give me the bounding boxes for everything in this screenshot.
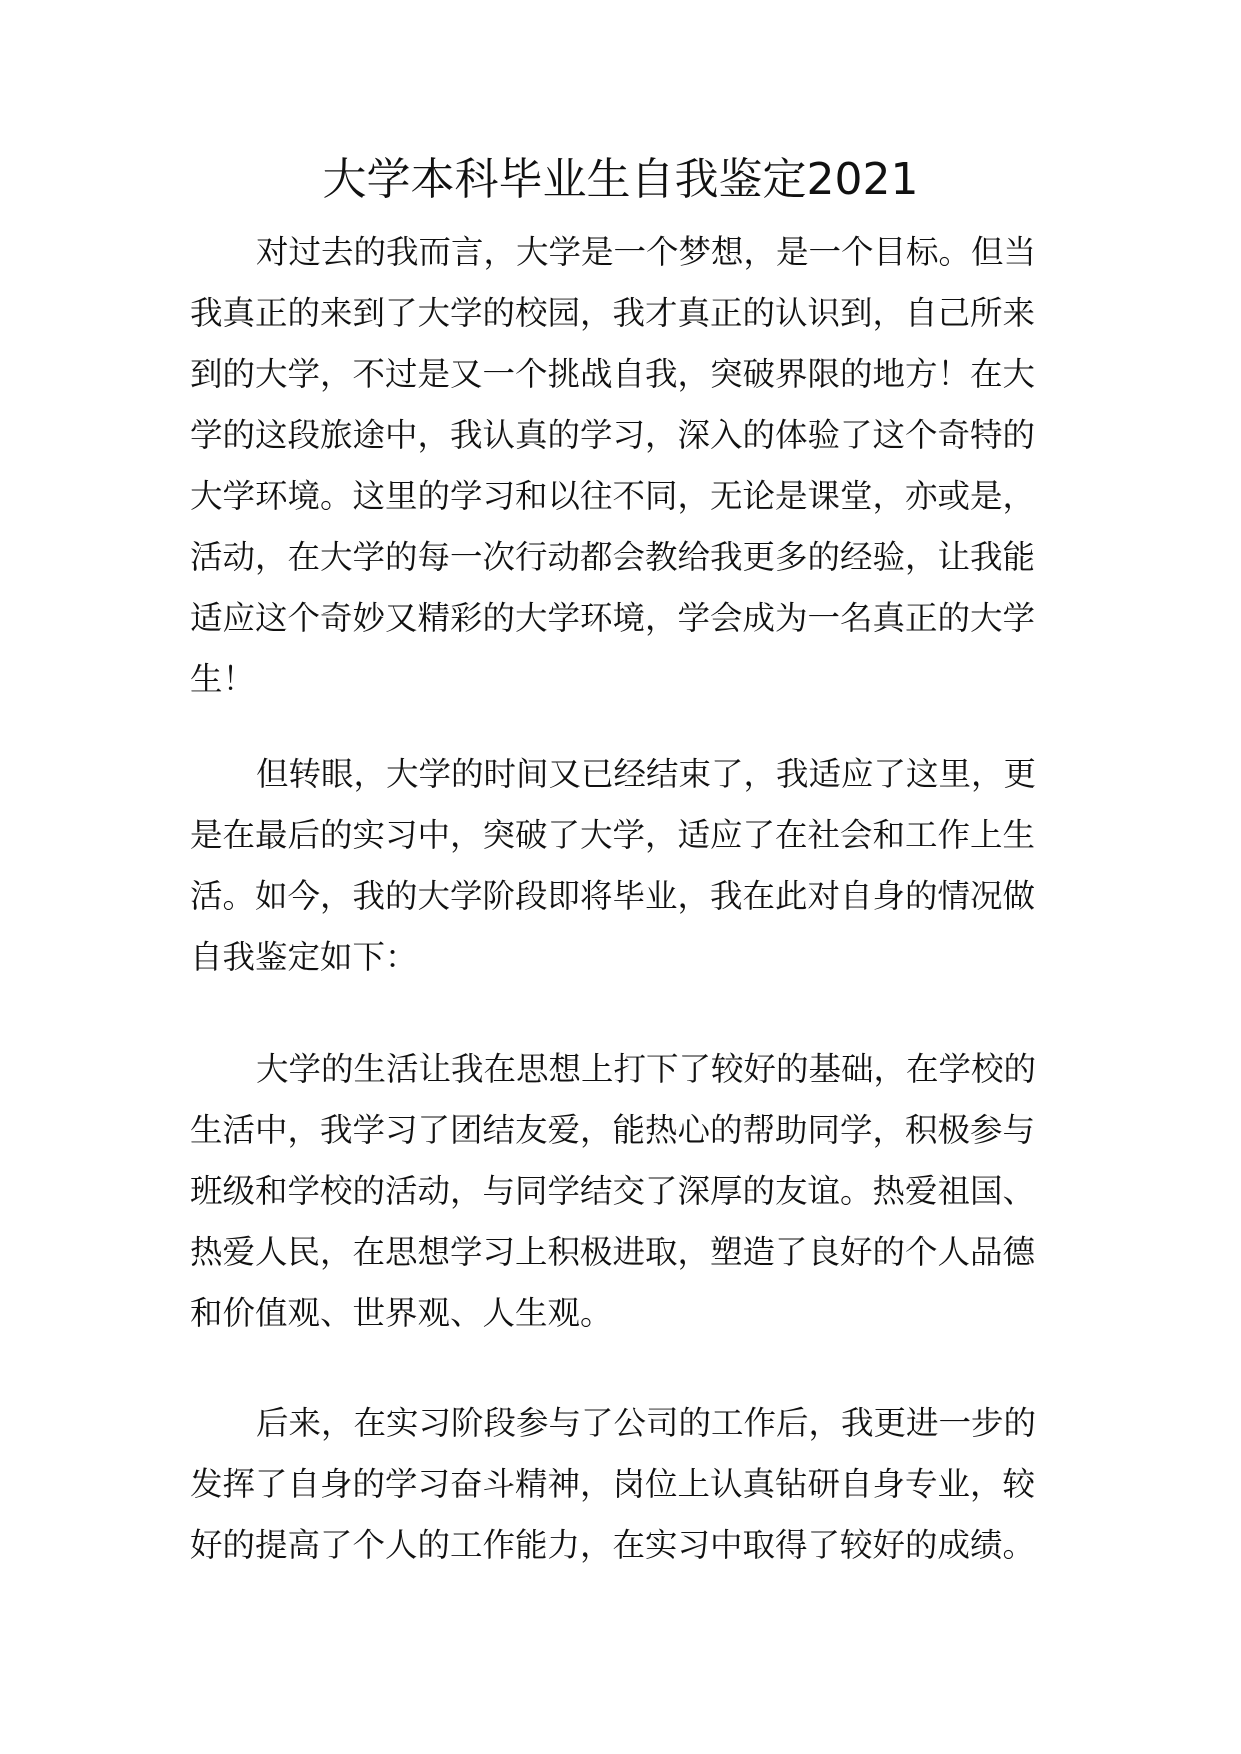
document-title: 大学本科毕业生自我鉴定2021	[322, 154, 919, 205]
paragraph-line: 自我鉴定如下：	[190, 938, 418, 976]
paragraph-line: 大学的生活让我在思想上打下了较好的基础，在学校的	[256, 1050, 1037, 1088]
paragraph-line: 但转眼，大学的时间又已经结束了，我适应了这里，更	[256, 755, 1037, 793]
paragraph-line: 后来，在实习阶段参与了公司的工作后，我更进一步的	[256, 1404, 1037, 1442]
paragraph-line: 我真正的来到了大学的校园，我才真正的认识到，自己所来	[190, 294, 1036, 332]
paragraph-1	[190, 222, 1036, 710]
paragraph-line: 和价值观、世界观、人生观。	[190, 1294, 613, 1332]
paragraph-2	[190, 744, 1036, 988]
paragraph-4	[190, 1393, 1036, 1576]
paragraph-line: 发挥了自身的学习奋斗精神，岗位上认真钻研自身专业，较	[190, 1465, 1036, 1503]
paragraph-line: 生活中，我学习了团结友爱，能热心的帮助同学，积极参与	[190, 1111, 1036, 1149]
paragraph-line: 是在最后的实习中，突破了大学，适应了在社会和工作上生	[190, 816, 1036, 854]
paragraph-line: 适应这个奇妙又精彩的大学环境，学会成为一名真正的大学	[190, 599, 1036, 637]
paragraph-line: 活动，在大学的每一次行动都会教给我更多的经验，让我能	[190, 538, 1036, 576]
paragraph-line: 热爱人民，在思想学习上积极进取，塑造了良好的个人品德	[190, 1233, 1036, 1271]
paragraph-line: 活。如今，我的大学阶段即将毕业，我在此对自身的情况做	[190, 877, 1036, 915]
paragraph-line: 好的提高了个人的工作能力，在实习中取得了较好的成绩。	[190, 1526, 1036, 1564]
paragraph-line: 对过去的我而言，大学是一个梦想，是一个目标。但当	[256, 233, 1037, 271]
paragraph-line: 生！	[190, 660, 256, 698]
paragraph-line: 到的大学，不过是又一个挑战自我，突破界限的地方！在大	[190, 355, 1036, 393]
paragraph-line: 大学环境。这里的学习和以往不同，无论是课堂，亦或是，	[190, 477, 1036, 515]
paragraph-line: 学的这段旅途中，我认真的学习，深入的体验了这个奇特的	[190, 416, 1036, 454]
paragraph-line: 班级和学校的活动，与同学结交了深厚的友谊。热爱祖国、	[190, 1172, 1036, 1210]
paragraph-3	[190, 1039, 1036, 1344]
